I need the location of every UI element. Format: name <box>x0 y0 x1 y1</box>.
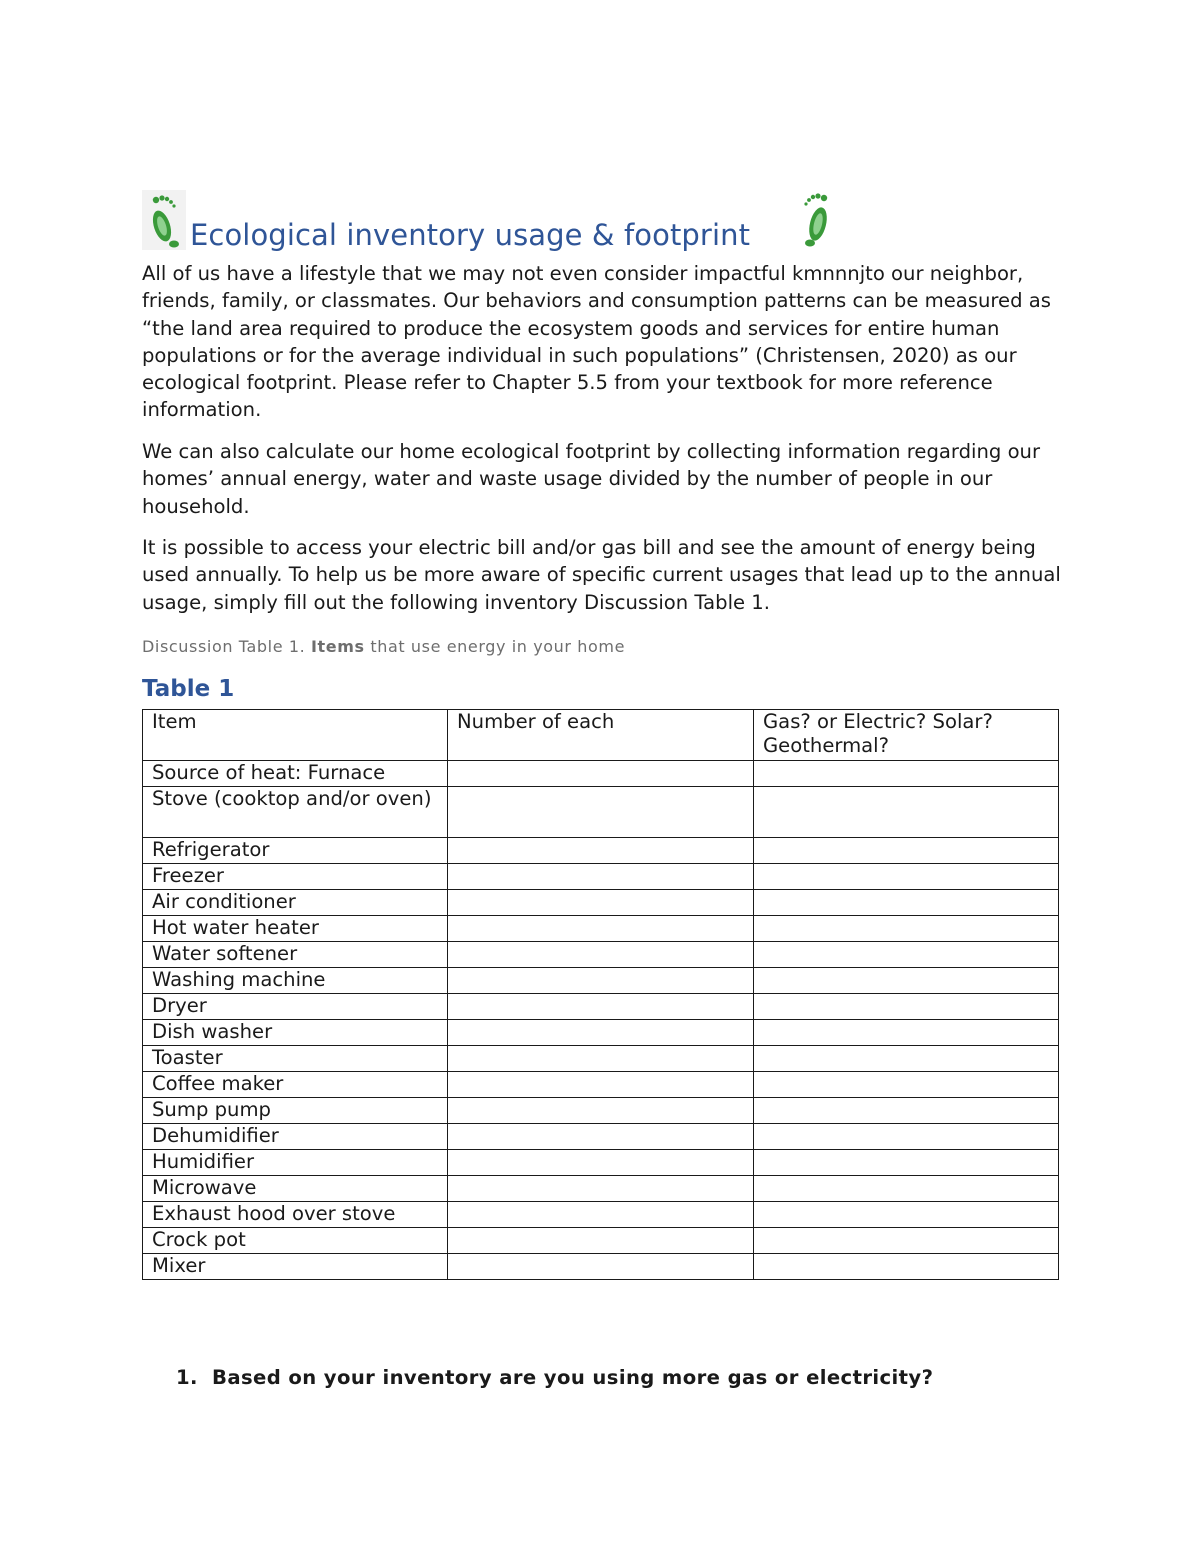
item-name-cell: Source of heat: Furnace <box>143 761 448 787</box>
item-name-cell: Refrigerator <box>143 838 448 864</box>
energy-type-cell[interactable] <box>754 761 1059 787</box>
energy-type-cell[interactable] <box>754 787 1059 838</box>
item-name-cell: Stove (cooktop and/or oven) <box>143 787 448 838</box>
item-name-cell: Hot water heater <box>143 916 448 942</box>
energy-type-cell[interactable] <box>754 968 1059 994</box>
item-name-cell: Toaster <box>143 1046 448 1072</box>
number-of-each-cell[interactable] <box>448 1072 754 1098</box>
number-of-each-cell[interactable] <box>448 1228 754 1254</box>
energy-type-cell[interactable] <box>754 994 1059 1020</box>
number-of-each-cell[interactable] <box>448 1176 754 1202</box>
item-name-cell: Exhaust hood over stove <box>143 1202 448 1228</box>
energy-type-cell[interactable] <box>754 1046 1059 1072</box>
table-row <box>143 761 1059 787</box>
item-name-cell: Freezer <box>143 864 448 890</box>
inventory-table-body <box>143 710 1059 1280</box>
table-label: Table 1 <box>142 676 235 702</box>
number-of-each-cell[interactable] <box>448 1098 754 1124</box>
table-row <box>143 838 1059 864</box>
question-1 <box>176 1366 933 1389</box>
number-of-each-cell[interactable] <box>448 1124 754 1150</box>
number-of-each-cell[interactable] <box>448 1020 754 1046</box>
table-row <box>143 1046 1059 1072</box>
item-name-cell: Dish washer <box>143 1020 448 1046</box>
energy-type-cell[interactable] <box>754 1202 1059 1228</box>
bill-paragraph: It is possible to access your electric bill and/or gas bill and see the amount of energy being used annually. To help us be more aware of specific current usages that lead up to the annual usage, simply fill out the following inventory Discussion Table 1. <box>142 536 1061 614</box>
header-item: Item <box>143 710 448 761</box>
item-name-cell: Microwave <box>143 1176 448 1202</box>
table-row <box>143 1072 1059 1098</box>
table-row <box>143 890 1059 916</box>
table-row <box>143 1254 1059 1280</box>
energy-type-cell[interactable] <box>754 1098 1059 1124</box>
item-name-cell: Dehumidifier <box>143 1124 448 1150</box>
question-text: Based on your inventory are you using more gas or electricity? <box>212 1366 934 1389</box>
item-name-cell: Dryer <box>143 994 448 1020</box>
energy-type-cell[interactable] <box>754 838 1059 864</box>
footprint-paragraph: We can also calculate our home ecological footprint by collecting information regarding our homes’ annual energy, water and waste usage divided by the number of people in our household. <box>142 440 1041 518</box>
table-row <box>143 1098 1059 1124</box>
energy-type-cell[interactable] <box>754 942 1059 968</box>
number-of-each-cell[interactable] <box>448 916 754 942</box>
caption-suffix: that use energy in your home <box>364 637 626 656</box>
energy-type-cell[interactable] <box>754 890 1059 916</box>
footprint-icon <box>142 190 186 250</box>
item-name-cell: Humidifier <box>143 1150 448 1176</box>
question-number: 1. <box>176 1366 198 1389</box>
footprint-icon <box>794 190 838 250</box>
number-of-each-cell[interactable] <box>448 761 754 787</box>
table-row <box>143 1124 1059 1150</box>
table-row <box>143 942 1059 968</box>
caption-bold: Items <box>310 637 365 656</box>
number-of-each-cell[interactable] <box>448 838 754 864</box>
table-row <box>143 994 1059 1020</box>
energy-type-cell[interactable] <box>754 1176 1059 1202</box>
table-row <box>143 1176 1059 1202</box>
table-row <box>143 1202 1059 1228</box>
item-name-cell: Water softener <box>143 942 448 968</box>
inventory-table <box>142 709 1059 1280</box>
table-row <box>143 1020 1059 1046</box>
header-energy-type: Gas? or Electric? Solar? Geothermal? <box>754 710 1059 761</box>
item-name-cell: Crock pot <box>143 1228 448 1254</box>
item-name-cell: Air conditioner <box>143 890 448 916</box>
item-name-cell: Sump pump <box>143 1098 448 1124</box>
item-name-cell: Mixer <box>143 1254 448 1280</box>
table-caption <box>142 637 625 656</box>
table-row <box>143 1228 1059 1254</box>
table-row <box>143 1150 1059 1176</box>
table-row <box>143 968 1059 994</box>
number-of-each-cell[interactable] <box>448 1202 754 1228</box>
item-name-cell: Washing machine <box>143 968 448 994</box>
item-name-cell: Coffee maker <box>143 1072 448 1098</box>
caption-prefix: Discussion Table 1. <box>142 637 311 656</box>
number-of-each-cell[interactable] <box>448 1254 754 1280</box>
table-row <box>143 916 1059 942</box>
energy-type-cell[interactable] <box>754 916 1059 942</box>
number-of-each-cell[interactable] <box>448 864 754 890</box>
energy-type-cell[interactable] <box>754 1020 1059 1046</box>
energy-type-cell[interactable] <box>754 1072 1059 1098</box>
title-row <box>142 190 862 256</box>
energy-type-cell[interactable] <box>754 1124 1059 1150</box>
number-of-each-cell[interactable] <box>448 787 754 838</box>
number-of-each-cell[interactable] <box>448 942 754 968</box>
page-title: Ecological inventory usage & footprint <box>190 218 751 252</box>
table-header-row <box>143 710 1059 761</box>
number-of-each-cell[interactable] <box>448 1150 754 1176</box>
number-of-each-cell[interactable] <box>448 968 754 994</box>
number-of-each-cell[interactable] <box>448 890 754 916</box>
energy-type-cell[interactable] <box>754 1254 1059 1280</box>
table-row <box>143 787 1059 838</box>
table-row <box>143 864 1059 890</box>
energy-type-cell[interactable] <box>754 1150 1059 1176</box>
number-of-each-cell[interactable] <box>448 1046 754 1072</box>
header-number: Number of each <box>448 710 754 761</box>
intro-paragraph: All of us have a lifestyle that we may not even consider impactful kmnnnjto our neighbor, friends, family, or classmates. Our behaviors and consumption patterns can be measured as “the land area required to produce the ecosystem goods and services for entire human populations or for the average individual in such populations” (Christensen, 2020) as our ecological footprint. Please refer to Chapter 5.5 from your textbook for more reference information. <box>142 262 1051 422</box>
energy-type-cell[interactable] <box>754 1228 1059 1254</box>
energy-type-cell[interactable] <box>754 864 1059 890</box>
number-of-each-cell[interactable] <box>448 994 754 1020</box>
